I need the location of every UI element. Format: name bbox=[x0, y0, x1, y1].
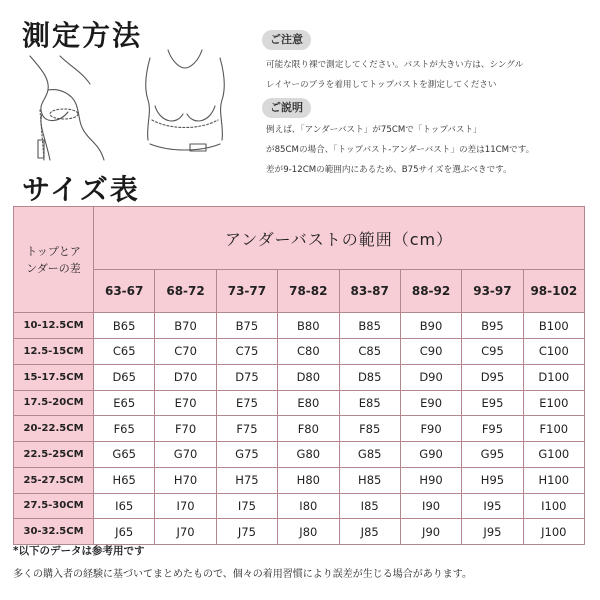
size-cell: J95 bbox=[462, 519, 523, 545]
diff-row-header: 12.5-15CM bbox=[14, 339, 94, 365]
size-cell: F75 bbox=[216, 416, 277, 442]
size-cell: F80 bbox=[278, 416, 339, 442]
size-cell: H65 bbox=[94, 467, 155, 493]
caution-line: レイヤーのブラを着用してトップバストを測定してください bbox=[266, 80, 497, 90]
size-cell: E80 bbox=[278, 390, 339, 416]
size-cell: C70 bbox=[155, 339, 216, 365]
size-cell: J90 bbox=[400, 519, 461, 545]
size-cell: G85 bbox=[339, 442, 400, 468]
diff-row-header: 22.5-25CM bbox=[14, 442, 94, 468]
size-cell: G70 bbox=[155, 442, 216, 468]
size-cell: J70 bbox=[155, 519, 216, 545]
size-cell: C75 bbox=[216, 339, 277, 365]
size-cell: B70 bbox=[155, 313, 216, 339]
measure-method-title: 測定方法 bbox=[22, 19, 143, 52]
size-cell: C95 bbox=[462, 339, 523, 365]
size-cell: G100 bbox=[523, 442, 584, 468]
size-cell: H90 bbox=[400, 467, 461, 493]
size-cell: E95 bbox=[462, 390, 523, 416]
size-cell: C90 bbox=[400, 339, 461, 365]
size-cell: I100 bbox=[523, 493, 584, 519]
size-cell: I65 bbox=[94, 493, 155, 519]
explanation-line: が85CMの場合、「トップバスト-アンダーバスト」の差は11CMです。 bbox=[266, 145, 535, 155]
size-cell: E100 bbox=[523, 390, 584, 416]
size-cell: G75 bbox=[216, 442, 277, 468]
size-cell: C65 bbox=[94, 339, 155, 365]
size-table bbox=[13, 206, 585, 545]
size-cell: I80 bbox=[278, 493, 339, 519]
table-row bbox=[14, 364, 585, 390]
table-row bbox=[14, 390, 585, 416]
disclaimer-footnote: 多くの購入者の経験に基づいてまとめたもので、個々の着用習慣により誤差が生じる場合があります。 bbox=[13, 569, 472, 580]
table-row bbox=[14, 339, 585, 365]
size-cell: F95 bbox=[462, 416, 523, 442]
under-bust-col-header: 63-67 bbox=[94, 270, 155, 313]
size-cell: H70 bbox=[155, 467, 216, 493]
table-header-row bbox=[14, 207, 585, 270]
diff-row-header: 25-27.5CM bbox=[14, 467, 94, 493]
size-cell: F100 bbox=[523, 416, 584, 442]
diff-row-header: 30-32.5CM bbox=[14, 519, 94, 545]
under-bust-col-header: 88-92 bbox=[400, 270, 461, 313]
diff-row-header: 15-17.5CM bbox=[14, 364, 94, 390]
under-bust-col-header: 68-72 bbox=[155, 270, 216, 313]
size-cell: E70 bbox=[155, 390, 216, 416]
size-cell: I75 bbox=[216, 493, 277, 519]
corner-header-line: トップとア bbox=[26, 244, 81, 258]
table-row bbox=[14, 493, 585, 519]
size-cell: E75 bbox=[216, 390, 277, 416]
size-cell: J100 bbox=[523, 519, 584, 545]
size-table-title: サイズ表 bbox=[22, 173, 140, 206]
under-bust-col-header: 73-77 bbox=[216, 270, 277, 313]
explanation-label: ご説明 bbox=[262, 98, 311, 118]
corner-header-line: ンダーの差 bbox=[26, 261, 81, 275]
table-row bbox=[14, 467, 585, 493]
caution-note bbox=[266, 55, 596, 95]
size-cell: J75 bbox=[216, 519, 277, 545]
size-cell: I90 bbox=[400, 493, 461, 519]
size-cell: D95 bbox=[462, 364, 523, 390]
size-cell: H85 bbox=[339, 467, 400, 493]
size-cell: J65 bbox=[94, 519, 155, 545]
size-cell: H95 bbox=[462, 467, 523, 493]
size-cell: B65 bbox=[94, 313, 155, 339]
under-bust-range-header: アンダーバストの範囲（cm） bbox=[94, 207, 585, 270]
size-cell: I70 bbox=[155, 493, 216, 519]
size-cell: D100 bbox=[523, 364, 584, 390]
size-cell: H80 bbox=[278, 467, 339, 493]
size-cell: G65 bbox=[94, 442, 155, 468]
table-row bbox=[14, 313, 585, 339]
size-cell: C85 bbox=[339, 339, 400, 365]
size-cell: E90 bbox=[400, 390, 461, 416]
under-bust-col-header: 78-82 bbox=[278, 270, 339, 313]
size-cell: C100 bbox=[523, 339, 584, 365]
size-cell: G80 bbox=[278, 442, 339, 468]
under-bust-col-header: 83-87 bbox=[339, 270, 400, 313]
size-cell: F70 bbox=[155, 416, 216, 442]
size-cell: C80 bbox=[278, 339, 339, 365]
under-bust-col-header: 93-97 bbox=[462, 270, 523, 313]
size-table-body bbox=[14, 313, 585, 545]
size-cell: F90 bbox=[400, 416, 461, 442]
under-bust-row bbox=[14, 270, 585, 313]
size-cell: J85 bbox=[339, 519, 400, 545]
size-cell: B80 bbox=[278, 313, 339, 339]
caution-label: ご注意 bbox=[262, 30, 311, 50]
size-cell: B100 bbox=[523, 313, 584, 339]
size-cell: F65 bbox=[94, 416, 155, 442]
size-cell: D80 bbox=[278, 364, 339, 390]
size-cell: E85 bbox=[339, 390, 400, 416]
size-cell: B90 bbox=[400, 313, 461, 339]
size-cell: E65 bbox=[94, 390, 155, 416]
size-cell: H75 bbox=[216, 467, 277, 493]
explanation-line: 例えば、「アンダーバスト」が75CMで「トップバスト」 bbox=[266, 125, 482, 135]
under-bust-col-header: 98-102 bbox=[523, 270, 584, 313]
size-cell: D85 bbox=[339, 364, 400, 390]
caution-line: 可能な限り裸で測定してください。バストが大きい方は、シングル bbox=[266, 60, 524, 70]
size-cell: G95 bbox=[462, 442, 523, 468]
corner-header bbox=[14, 207, 94, 313]
table-row bbox=[14, 442, 585, 468]
table-row bbox=[14, 416, 585, 442]
size-cell: D90 bbox=[400, 364, 461, 390]
size-cell: H100 bbox=[523, 467, 584, 493]
table-row bbox=[14, 519, 585, 545]
size-cell: D70 bbox=[155, 364, 216, 390]
diff-row-header: 17.5-20CM bbox=[14, 390, 94, 416]
measuring-tape-body-illustration bbox=[20, 48, 235, 163]
reference-footnote: *以下のデータは参考用です bbox=[13, 545, 145, 557]
explanation-line: 差が9-12CMの範囲内にあるため、B75サイズを選ぶべきです。 bbox=[266, 165, 512, 175]
diff-row-header: 20-22.5CM bbox=[14, 416, 94, 442]
size-cell: G90 bbox=[400, 442, 461, 468]
size-cell: I95 bbox=[462, 493, 523, 519]
size-cell: D65 bbox=[94, 364, 155, 390]
size-cell: I85 bbox=[339, 493, 400, 519]
size-cell: D75 bbox=[216, 364, 277, 390]
size-cell: B95 bbox=[462, 313, 523, 339]
size-cell: B75 bbox=[216, 313, 277, 339]
size-cell: B85 bbox=[339, 313, 400, 339]
explanation-note bbox=[266, 120, 596, 180]
size-cell: F85 bbox=[339, 416, 400, 442]
diff-row-header: 27.5-30CM bbox=[14, 493, 94, 519]
diff-row-header: 10-12.5CM bbox=[14, 313, 94, 339]
size-cell: J80 bbox=[278, 519, 339, 545]
